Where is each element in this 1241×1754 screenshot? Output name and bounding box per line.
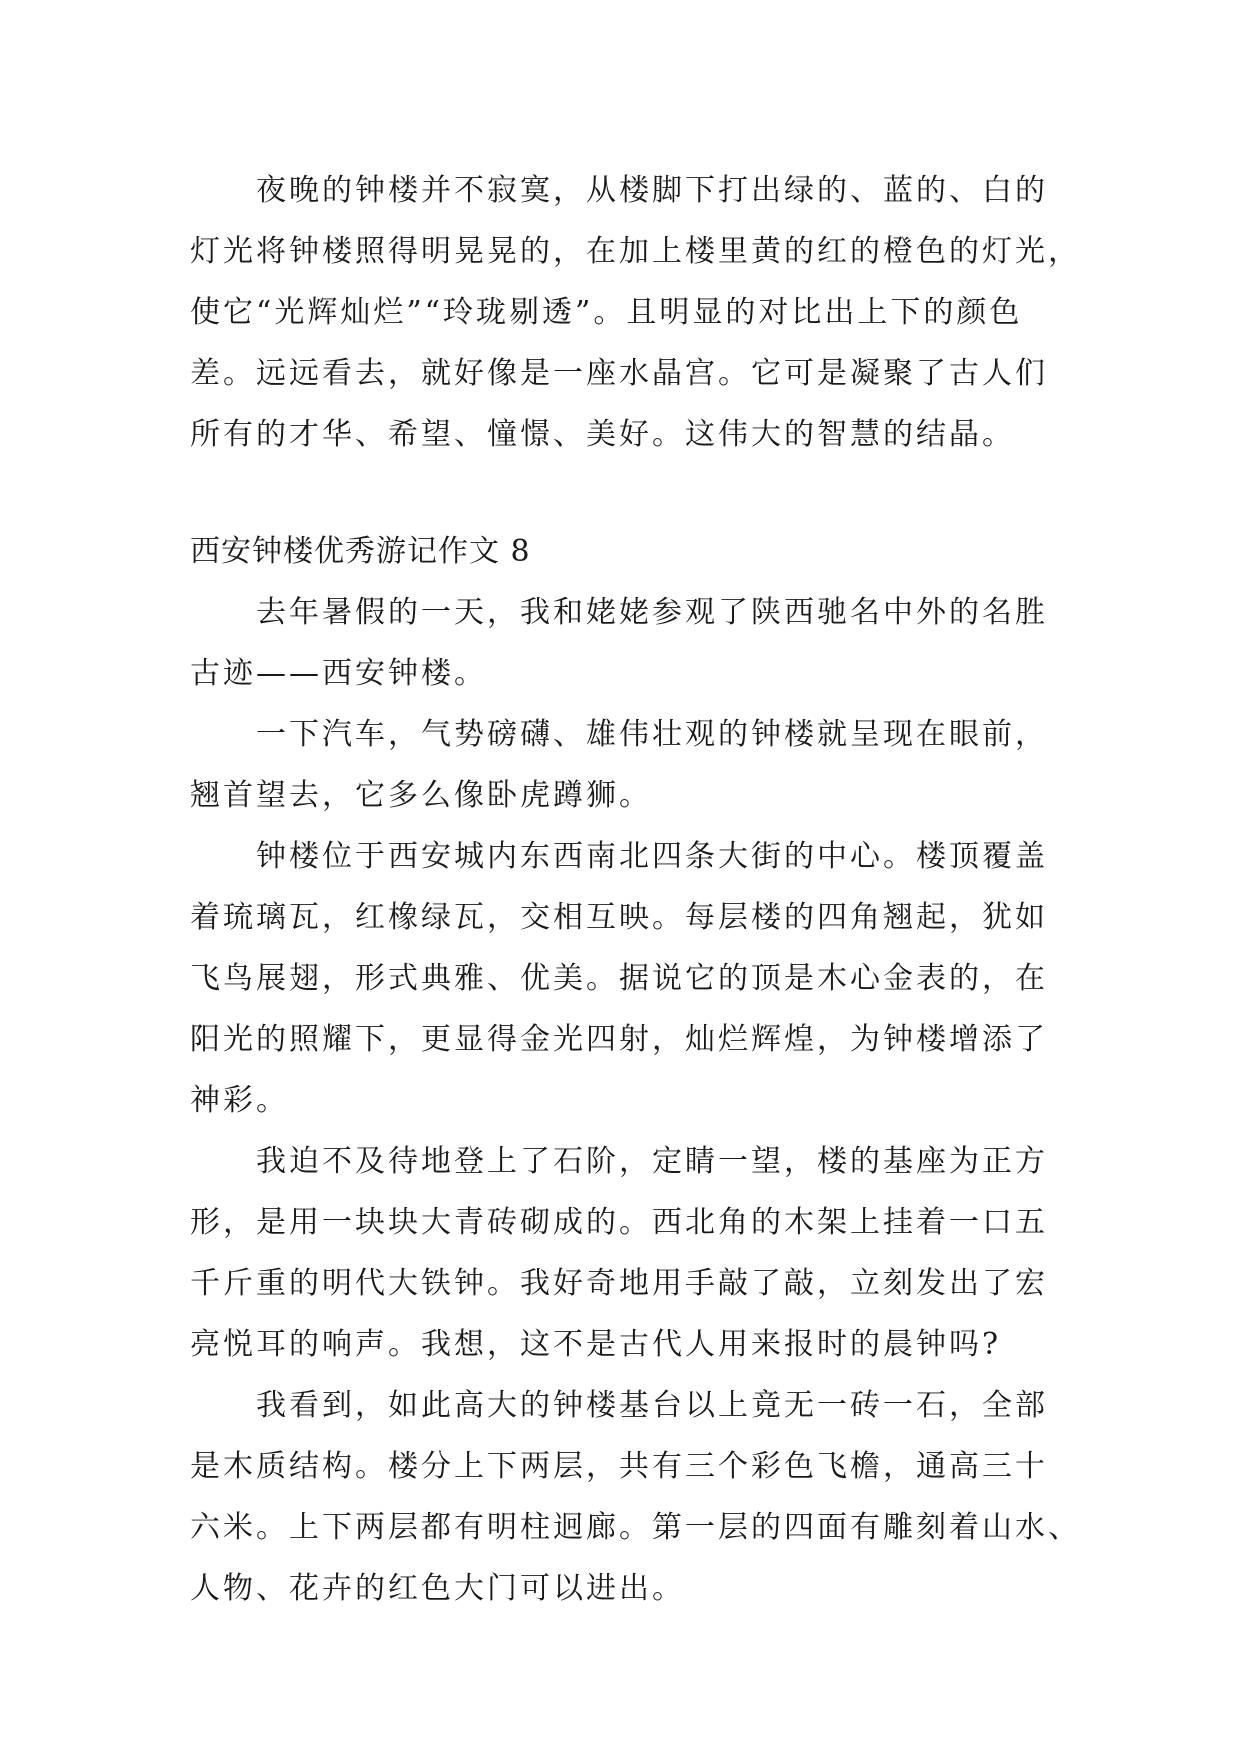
text-line: 一下汽车，气势磅礴、雄伟壮观的钟楼就呈现在眼前， (256, 717, 1048, 752)
text-line: 差。远远看去，就好像是一座水晶宫。它可是凝聚了古人们 (190, 356, 1048, 391)
document-page (190, 160, 1081, 1619)
text-line: 是木质结构。楼分上下两层，共有三个彩色飞檐，通高三十 (190, 1449, 1048, 1484)
text-line: 亮悦耳的响声。我想，这不是古代人用来报时的晨钟吗? (190, 1327, 1002, 1362)
paragraph (190, 1375, 1081, 1619)
paragraph (190, 1131, 1070, 1375)
text-line: 夜晚的钟楼并不寂寞，从楼脚下打出绿的、蓝的、白的 (256, 173, 1048, 208)
paragraph (190, 704, 1070, 826)
text-line: 着琉璃瓦，红橡绿瓦，交相互映。每层楼的四角翘起，犹如 (190, 900, 1048, 935)
text-line: 使它“光辉灿烂”“玲珑剔透”。且明显的对比出上下的颜色 (190, 295, 1023, 330)
text-line: 灯光将钟楼照得明晃晃的，在加上楼里黄的红的橙色的灯光， (190, 234, 1081, 269)
section-heading: 西安钟楼优秀游记作文 8 (190, 534, 531, 569)
paragraph (190, 826, 1070, 1131)
text-line: 飞鸟展翅，形式典雅、优美。据说它的顶是木心金表的，在 (190, 961, 1048, 996)
text-line: 所有的才华、希望、憧憬、美好。这伟大的智慧的结晶。 (190, 417, 1015, 452)
paragraph (190, 160, 1081, 465)
text-line: 六米。上下两层都有明柱迥廊。第一层的四面有雕刻着山水、 (190, 1510, 1081, 1545)
text-line: 形，是用一块块大青砖砌成的。西北角的木架上挂着一口五 (190, 1205, 1048, 1240)
text-line: 神彩。 (190, 1083, 289, 1118)
text-line: 千斤重的明代大铁钟。我好奇地用手敲了敲，立刻发出了宏 (190, 1266, 1048, 1301)
text-line: 我看到，如此高大的钟楼基台以上竟无一砖一石，全部 (256, 1388, 1048, 1423)
text-line: 阳光的照耀下，更显得金光四射，灿烂辉煌，为钟楼增添了 (190, 1022, 1048, 1057)
text-line: 古迹——西安钟楼。 (190, 656, 487, 691)
paragraph (190, 582, 1070, 704)
text-line: 钟楼位于西安城内东西南北四条大街的中心。楼顶覆盖 (256, 839, 1048, 874)
text-line: 去年暑假的一天，我和姥姥参观了陕西驰名中外的名胜 (256, 595, 1048, 630)
text-line: 人物、花卉的红色大门可以进出。 (190, 1571, 685, 1606)
text-line: 翘首望去，它多么像卧虎蹲狮。 (190, 778, 652, 813)
text-line: 我迫不及待地登上了石阶，定睛一望，楼的基座为正方 (256, 1144, 1048, 1179)
